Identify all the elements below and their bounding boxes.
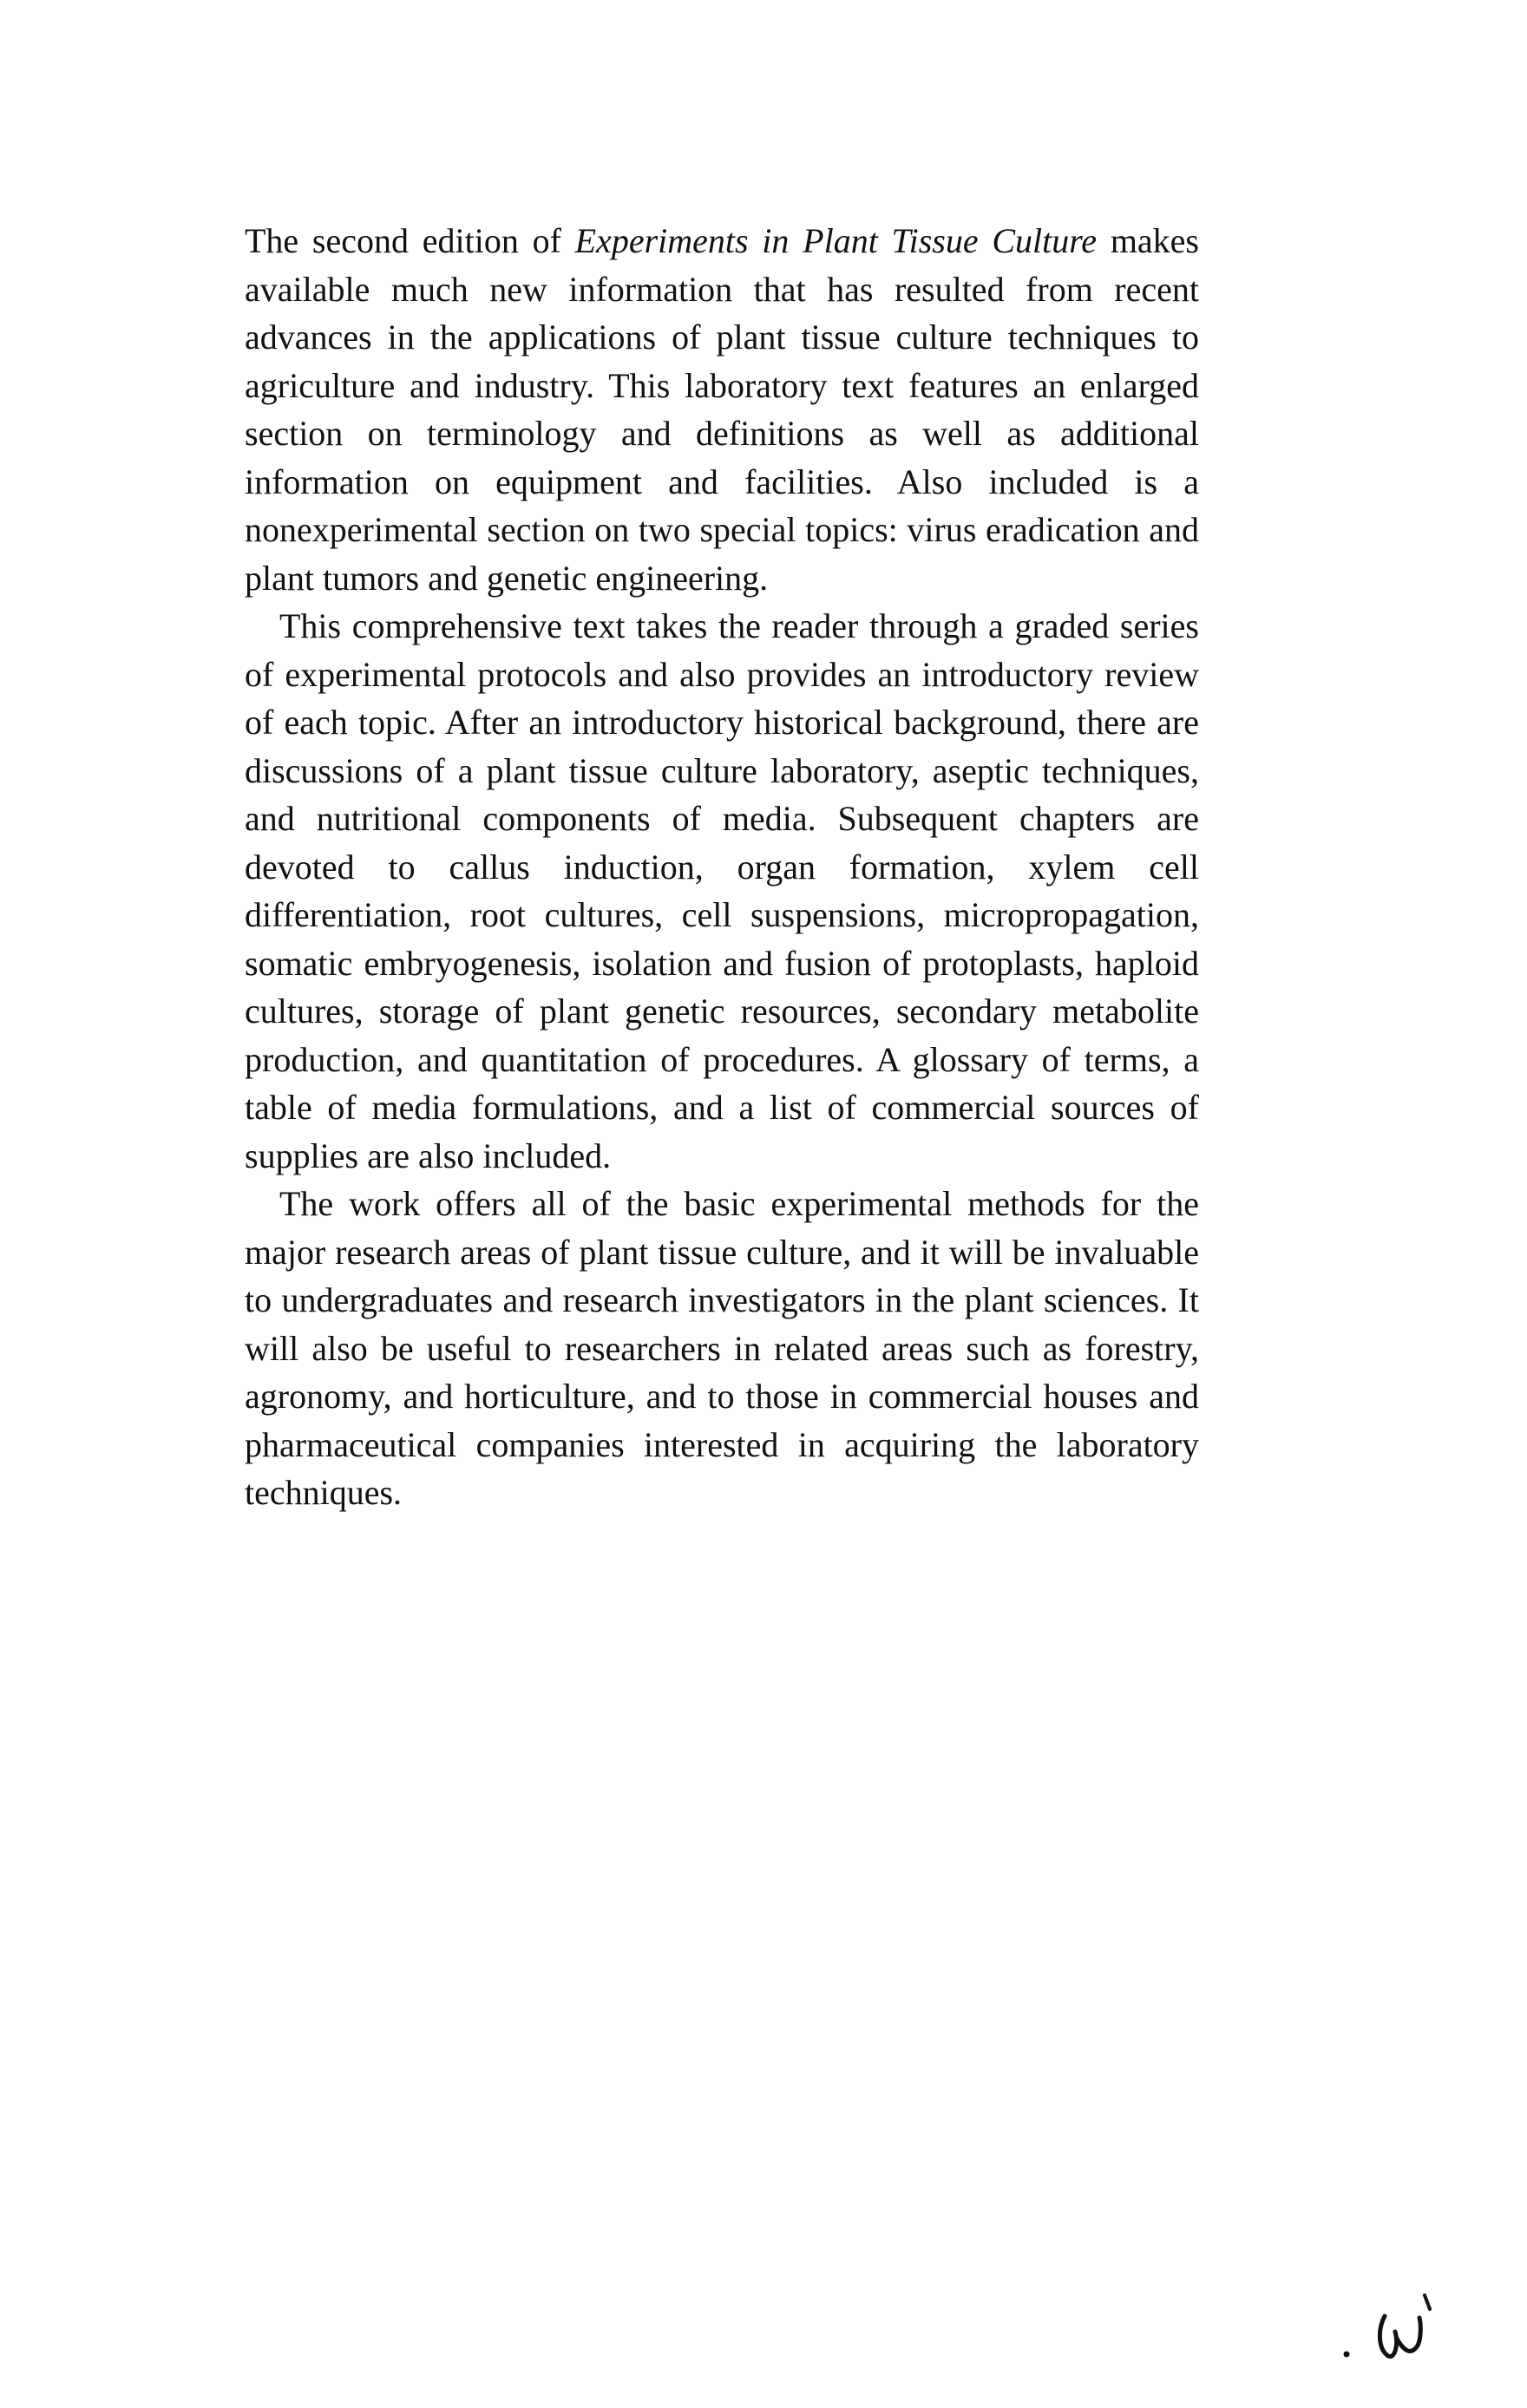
paragraph-1-body: makes available much new information that has resulted from recent advances in the applications of plant tissue culture techniques to agriculture and industry. This laboratory text features an enlarged section on terminology and definitions as well as additional information on equipment and facilities. Also included is a nonexperimental section on two special topics: virus eradication and plant tumors and genetic engineering. [245, 221, 1200, 598]
paragraph-2: This comprehensive text takes the reader through a graded series of experimental protocols and also provides an introductory review of each topic. After an introductory historical background, there are discussions of a plant tissue culture laboratory, aseptic techniques, and nutritional components of media. Subsequent chapters are devoted to callus induction, organ formation, xylem cell differentiation, root cultures, cell suspensions, micropropagation, somatic embryogenesis, isolation and fusion of protoplasts, haploid cultures, storage of plant genetic resources, secondary metabolite production, and quantitation of procedures. A glossary of terms, a table of media formulations, and a list of commercial sources of supplies are also included. [245, 606, 1199, 1175]
book-title: Experiments in Plant Tissue Culture [574, 221, 1098, 260]
text-block [245, 217, 1199, 1517]
handwritten-mark-icon [1334, 2290, 1447, 2368]
paragraph-1 [245, 217, 1199, 602]
paragraph-3: The work offers all of the basic experimental methods for the major research areas of plant tissue culture, and it will be invaluable to undergraduates and research investigators in the plant sciences. It will also be useful to researchers in related areas such as forestry, agronomy, and horticulture, and to those in commercial houses and pharmaceutical companies interested in acquiring the laboratory techniques. [245, 1184, 1199, 1512]
paragraph-1-intro: The second edition of [245, 221, 575, 260]
